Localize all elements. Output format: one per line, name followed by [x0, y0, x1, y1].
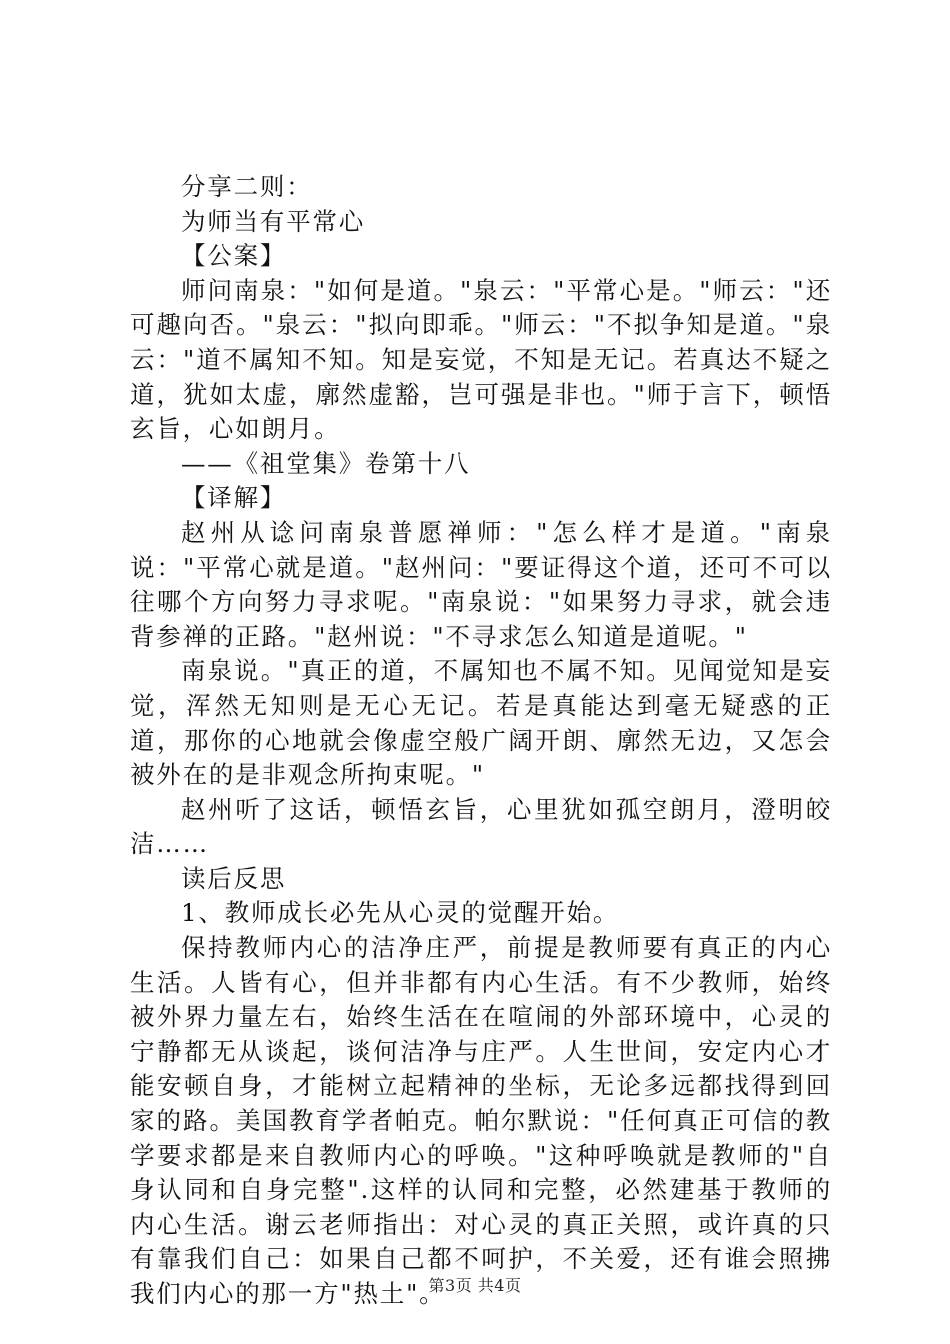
section-heading-yijie: 【译解】 [181, 483, 287, 513]
article-title: 为师当有平常心 [181, 206, 366, 236]
page-footer: 第3页 共4页 [428, 1276, 522, 1295]
intro-line: 分享二则： [181, 172, 313, 201]
citation-line: ——《祖堂集》卷第十八 [181, 448, 471, 478]
paragraph-yijie-1: 赵州从谂问南泉普愿禅师："怎么样才是道。"南泉说："平常心就是道。"赵州问："要证得这个道，还可不可以往哪个方向努力寻求呢。"南泉说："如果努力寻求，就会违背参禅的正路。"赵州说："不寻求怎么知道是道呢。" [130, 517, 832, 651]
paragraph-gongan: 师问南泉："如何是道。"泉云："平常心是。"师云："还可趣向否。"泉云："拟向即乖。"师云："不拟争知是道。"泉云："道不属知不知。知是妄觉，不知是无记。若真达不疑之道，犹如太虚，廓然虚豁，岂可强是非也。"师于言下，顿悟玄旨，心如朗月。 [130, 275, 832, 444]
paragraph-yijie-3: 赵州听了这话，顿悟玄旨，心里犹如孤空朗月，澄明皎洁…… [130, 794, 832, 859]
section-heading-gongan: 【公案】 [181, 241, 287, 271]
reflection-point-1: 1、教师成长必先从心灵的觉醒开始。 [181, 898, 620, 928]
section-heading-reflection: 读后反思 [181, 863, 287, 893]
paragraph-reflection-body: 保持教师内心的洁净庄严，前提是教师要有真正的内心生活。人皆有心，但并非都有内心生活。有不少教师，始终被外界力量左右，始终生活在在喧闹的外部环境中，心灵的宁静都无从谈起，谈何洁净与庄严。人生世间，安定内心才能安顿自身，才能树立起精神的坐标，无论多远都找得到回家的路。美国教育学者帕克。帕尔默说："任何真正可信的教学要求都是来自教师内心的呼唤。"这种呼唤就是教师的"自身认同和自身完整".这样的认同和完整，必然建基于教师的内心生活。谢云老师指出：对心灵的真正关照，或许真的只有靠我们自己：如果自己都不呵护，不关爱，还有谁会照拂我们内心的那一方"热土"。 [130, 933, 832, 1308]
document-body [130, 170, 832, 1312]
paragraph-yijie-2: 南泉说。"真正的道，不属知也不属不知。见闻觉知是妄觉，浑然无知则是无心无记。若是真能达到毫无疑惑的正道，那你的心地就会像虚空般广阔开朗、廓然无边，又怎会被外在的是非观念所拘束呢。" [130, 656, 832, 790]
